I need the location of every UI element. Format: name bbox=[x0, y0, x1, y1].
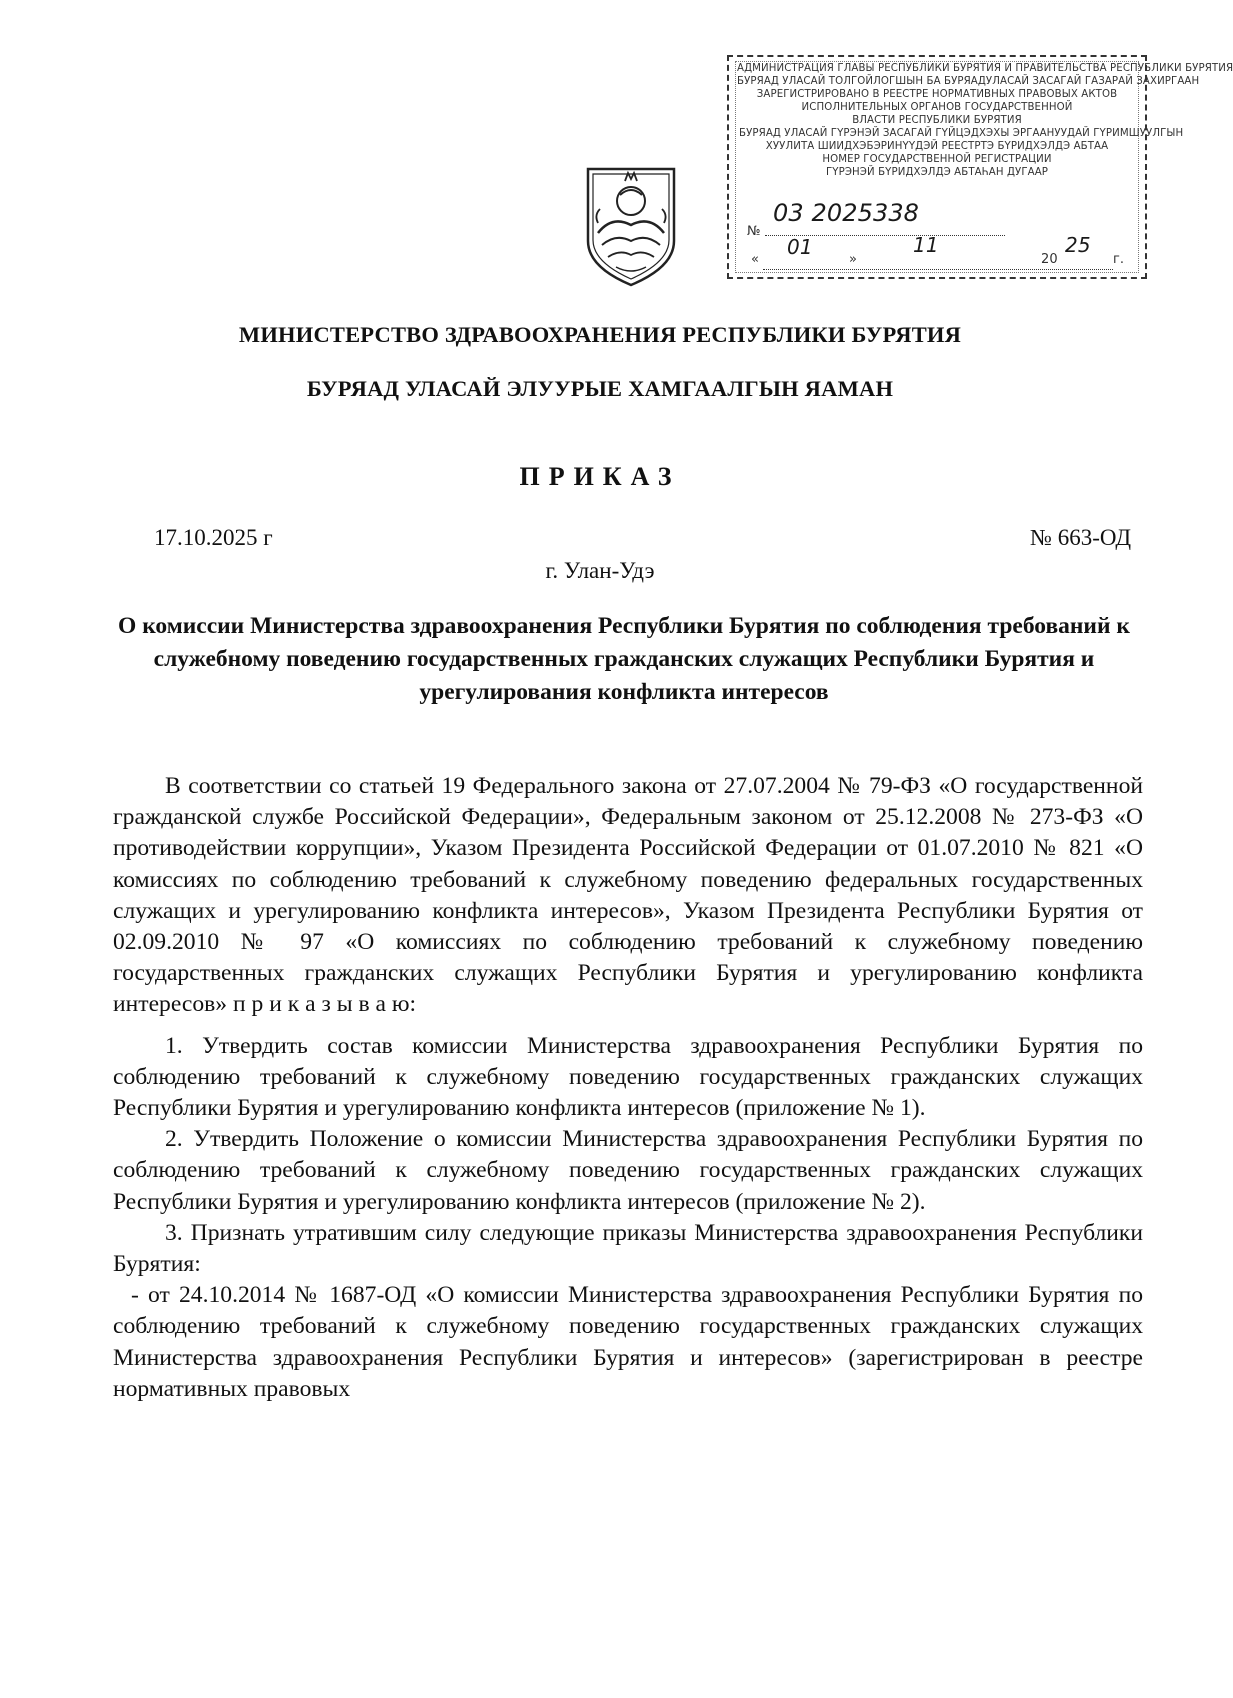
stamp-year-unit: г. bbox=[1113, 252, 1125, 267]
stamp-month: 11 bbox=[913, 233, 939, 257]
order-body bbox=[113, 771, 1143, 1405]
stamp-line: ХУУЛИТА ШИИДХЭБЭРИНҮҮДЭЙ РЕЕСТРТЭ БҮРИДХЭЛДЭ АБТАА bbox=[765, 141, 1109, 152]
item-3-dash-paragraph: - от 24.10.2014 № 1687-ОД «О комиссии Министерства здравоохранения Республики Бурятия по соблюдению требований к служебному поведению государственных гражданских служащих Министерства здравоохранения Республики Бурятия и интересов» (зарегистрирован в реестре нормативных правовых bbox=[113, 1282, 1143, 1402]
item-3-paragraph: 3. Признать утратившим силу следующие приказы Министерства здравоохранения Республики Бурятия: bbox=[113, 1219, 1143, 1278]
stamp-year-suffix: 25 bbox=[1065, 233, 1091, 257]
stamp-line: ЗАРЕГИСТРИРОВАНО В РЕЕСТРЕ НОРМАТИВНЫХ ПРАВОВЫХ АКТОВ bbox=[756, 89, 1118, 100]
order-number: № 663-ОД bbox=[1030, 525, 1132, 550]
stamp-registration-number: 03 2025338 bbox=[773, 199, 920, 227]
stamp-quote-close: » bbox=[849, 252, 858, 267]
stamp-line: ГҮРЭНЭЙ БҮРИДХЭЛДЭ АБТАҺАН ДУГААР bbox=[825, 167, 1049, 178]
ministry-name-ru: МИНИСТЕРСТВО ЗДРАВООХРАНЕНИЯ РЕСПУБЛИКИ БУРЯТИЯ bbox=[238, 322, 962, 347]
stamp-line: БУРЯАД УЛАСАЙ ГҮРЭНЭЙ ЗАСАГАЙ ГҮЙЦЭДХЭХЫ ЭРГААНУУДАЙ ГҮРИМШУУЛГЫН bbox=[739, 128, 1184, 139]
stamp-quote-open: « bbox=[751, 252, 760, 267]
stamp-year-prefix: 20 bbox=[1041, 252, 1058, 267]
stamp-line: НОМЕР ГОСУДАРСТВЕННОЙ РЕГИСТРАЦИИ bbox=[822, 154, 1052, 165]
coat-of-arms-emblem bbox=[582, 163, 680, 290]
document-type-title: ПРИКАЗ bbox=[519, 462, 681, 491]
order-city: г. Улан-Удэ bbox=[545, 558, 655, 583]
stamp-day: 01 bbox=[787, 235, 813, 259]
order-date: 17.10.2025 г bbox=[154, 525, 273, 550]
stamp-line: АДМИНИСТРАЦИЯ ГЛАВЫ РЕСПУБЛИКИ БУРЯТИЯ И ПРАВИТЕЛЬСТВА РЕСПУБЛИКИ БУРЯТИЯ bbox=[737, 63, 1233, 74]
preamble-paragraph: В соответствии со статьей 19 Федерального закона от 27.07.2004 № 79-ФЗ «О государственной гражданской службе Российской Федерации», Федеральным законом от 25.12.2008 № 273-ФЗ «О противодействии коррупции», Указом Президента Российской Федерации от 01.07.2010 № 821 «О комиссиях по соблюдению требований к служебному поведению федеральных государственных служащих и урегулированию конфликта интересов», Указом Президента Республики Бурятия от 02.09.2010 № 97 «О комиссиях по соблюдению требований к служебному поведению государственных гражданских служащих Республики Бурятия и урегулированию конфликта интересов» п р и к а з ы в а ю: bbox=[113, 773, 1143, 1018]
stamp-line: ВЛАСТИ РЕСПУБЛИКИ БУРЯТИЯ bbox=[852, 115, 1022, 126]
stamp-date-underline bbox=[763, 269, 1113, 270]
order-title: О комиссии Министерства здравоохранения Республики Бурятия по соблюдения требований к служебному поведению государственных гражданских служащих Республики Бурятия и урегулирования конфликта интересов bbox=[118, 613, 1130, 705]
stamp-line: ИСПОЛНИТЕЛЬНЫХ ОРГАНОВ ГОСУДАРСТВЕННОЙ bbox=[801, 102, 1073, 113]
registration-stamp bbox=[727, 55, 1233, 279]
stamp-number-label: № bbox=[747, 224, 761, 239]
item-1-paragraph: 1. Утвердить состав комиссии Министерства здравоохранения Республики Бурятия по соблюдению требований к служебному поведению государственных гражданских служащих Республики Бурятия и урегулированию конфликта интересов (приложение № 1). bbox=[113, 1032, 1143, 1122]
stamp-line: БУРЯАД УЛАСАЙ ТОЛГОЙЛОГШЫН БА БУРЯАДУЛАСАЙ ЗАСАГАЙ ГАЗАРАЙ ЗАХИРГААН bbox=[737, 76, 1200, 87]
item-2-paragraph: 2. Утвердить Положение о комиссии Министерства здравоохранения Республики Бурятия по соблюдению требований к служебному поведению государственных гражданских служащих Республики Бурятия и урегулированию конфликта интересов (приложение № 2). bbox=[113, 1126, 1143, 1215]
ministry-name-buryat: БУРЯАД УЛАСАЙ ЭЛУУРЫЕ ХАМГААЛГЫН ЯАМАН bbox=[306, 376, 894, 401]
